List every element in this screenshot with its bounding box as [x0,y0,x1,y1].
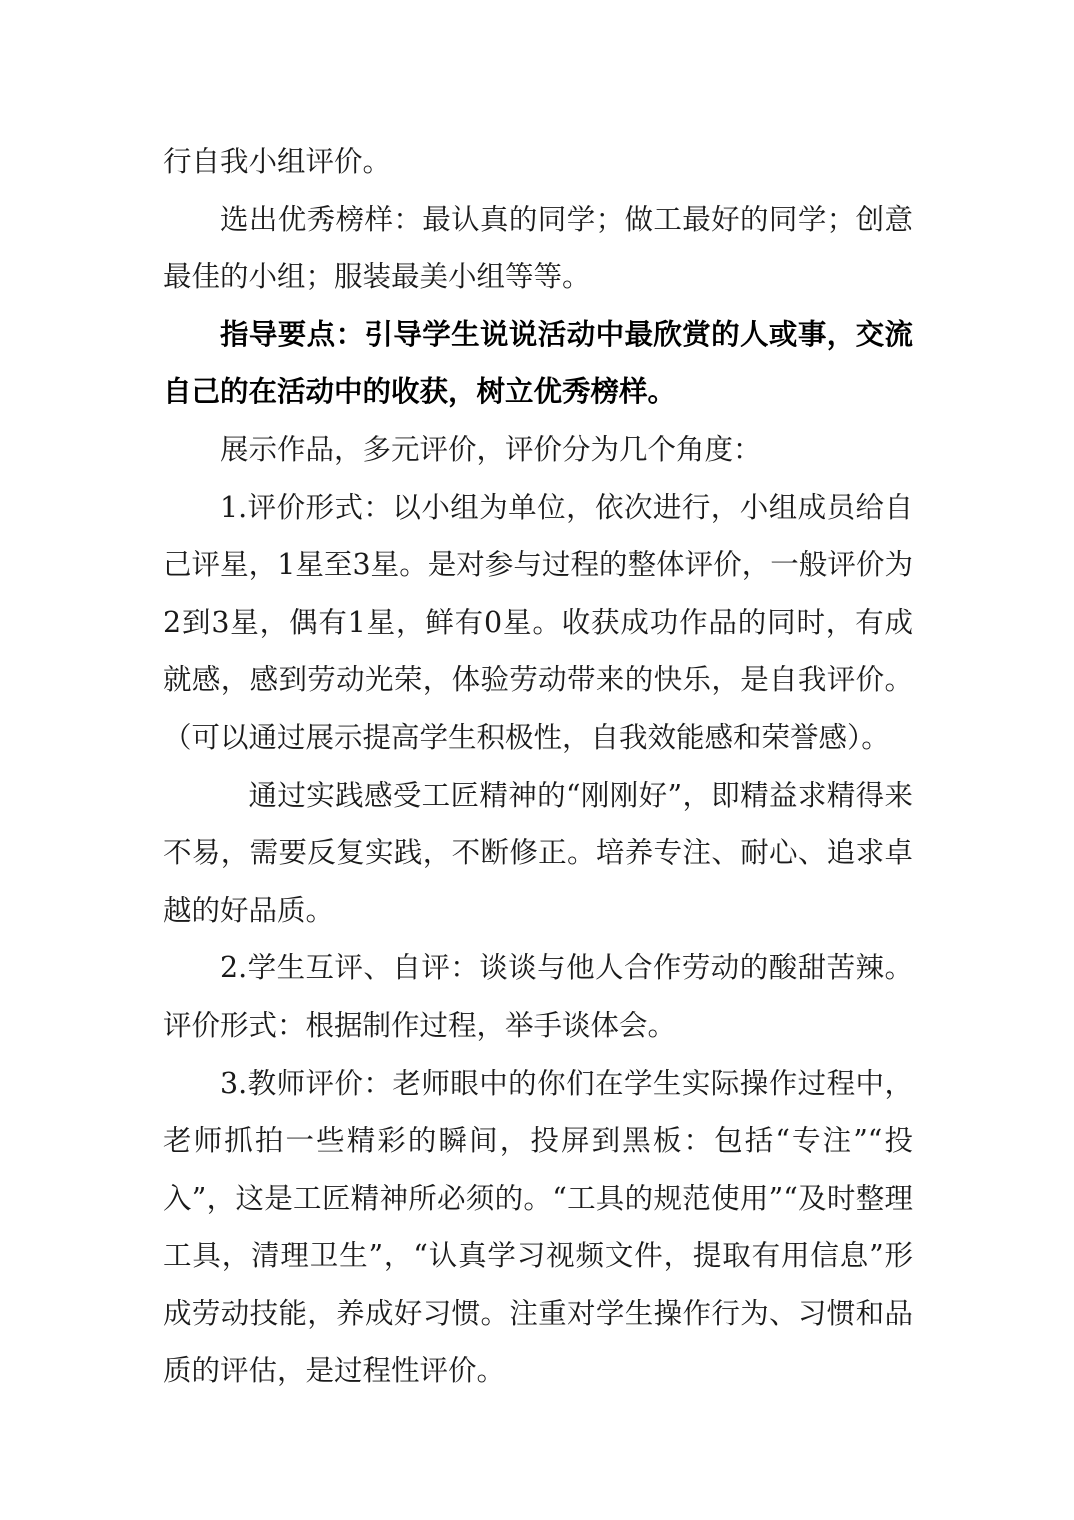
paragraph-craftsman-spirit: 通过实践感受工匠精神的“刚刚好”，即精益求精得来不易，需要反复实践，不断修正。培养专注、耐心、追求卓越的好品质。 [163,778,913,927]
paragraph-teacher-evaluation: 3.教师评价：老师眼中的你们在学生实际操作过程中，老师抓拍一些精彩的瞬间，投屏到黑板：包括“专注”“投入”，这是工匠精神所必须的。“工具的规范使用”“及时整理工具，清理卫生”，“认真学习视频文件，提取有用信息”形成劳动技能，养成好习惯。注重对学生操作行为、习惯和品质的评估，是过程性评价。 [163,1066,913,1388]
document-page [163,133,913,1400]
paragraph-guidance-points: 指导要点：引导学生说说活动中最欣赏的人或事，交流自己的在活动中的收获，树立优秀榜样。 [163,316,913,409]
paragraph-peer-evaluation: 2.学生互评、自评：谈谈与他人合作劳动的酸甜苦辣。评价形式：根据制作过程，举手谈体会。 [163,951,913,1042]
paragraph-continuation: 行自我小组评价。 [163,145,392,178]
paragraph-role-models: 选出优秀榜样：最认真的同学；做工最好的同学；创意最佳的小组；服装最美小组等等。 [163,202,913,294]
paragraph-evaluation-form: 1.评价形式：以小组为单位，依次进行，小组成员给自己评星，1星至3星。是对参与过程的整体评价，一般评价为2到3星，偶有1星，鲜有0星。收获成功作品的同时，有成就感，感到劳动光荣，体验劳动带来的快乐，是自我评价。 （可以通过展示提高学生积极性，自我效能感和荣誉感）。 [163,490,913,754]
paragraph-showcase-intro: 展示作品，多元评价，评价分为几个角度： [220,432,762,466]
